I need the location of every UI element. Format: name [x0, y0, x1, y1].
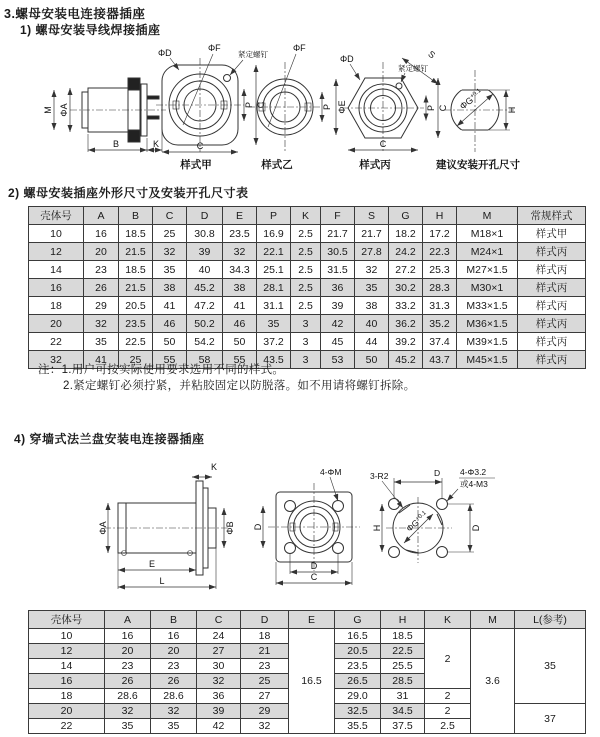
- table-cell: 46: [223, 315, 257, 333]
- table-cell: 39: [321, 297, 355, 315]
- table-cell: 2.5: [291, 297, 321, 315]
- table-cell: 样式丙: [518, 279, 586, 297]
- table-cell: 42: [321, 315, 355, 333]
- table-cell: 46: [153, 315, 187, 333]
- dim-label-D-right: D: [471, 524, 481, 532]
- table-cell: 25.5: [381, 659, 425, 674]
- table-cell: 3.6: [471, 629, 515, 734]
- set-screw: [224, 75, 231, 82]
- table-cell: 23: [241, 659, 289, 674]
- table-cell: 10: [29, 225, 84, 243]
- column-header: H: [423, 207, 457, 225]
- table-cell: 26: [151, 674, 197, 689]
- table-cell: 32: [151, 704, 197, 719]
- caption-style-c: 样式丙: [359, 159, 391, 171]
- screw-hole: [437, 499, 448, 510]
- column-header: L(参考): [515, 611, 586, 629]
- label-or-4-M3: 或4-M3: [460, 479, 488, 489]
- table-cell: 39.2: [389, 333, 423, 351]
- note-line-1: 1.用户可按实际使用要求选用不同的样式。: [61, 364, 285, 376]
- table-cell: 23.5: [223, 225, 257, 243]
- set-screw: [396, 83, 402, 89]
- table-cell: 41: [153, 297, 187, 315]
- dim-label-D: D: [253, 523, 263, 531]
- flange-front-view: [253, 467, 360, 585]
- dim-label-K: K: [152, 139, 160, 149]
- table-cell: 53: [321, 351, 355, 369]
- dim-label-phiF: ΦF: [208, 43, 221, 53]
- dim-label-C-bottom: C: [196, 141, 204, 151]
- table-cell: 32: [105, 704, 151, 719]
- table-cell: 27: [241, 689, 289, 704]
- table-row: [29, 629, 586, 644]
- dim-label-K: K: [211, 462, 218, 472]
- table-cell: 50.2: [187, 315, 223, 333]
- table-cell: 47.2: [187, 297, 223, 315]
- table-cell: 20: [29, 315, 84, 333]
- table-cell: 31.5: [321, 261, 355, 279]
- table-cell: 38: [223, 279, 257, 297]
- table-row: [29, 225, 586, 243]
- table-cell: 20: [84, 243, 119, 261]
- table-cell: 23: [151, 659, 197, 674]
- table-row: [29, 261, 586, 279]
- table-cell: 41: [223, 297, 257, 315]
- table-cell: 20: [105, 644, 151, 659]
- dim-label-P: P: [244, 101, 254, 109]
- column-header: C: [197, 611, 241, 629]
- table-cell: 31.1: [257, 297, 291, 315]
- table-cell: 21: [241, 644, 289, 659]
- table-cell: 38: [153, 279, 187, 297]
- table-cell: 16.5: [335, 629, 381, 644]
- table-cell: 12: [29, 243, 84, 261]
- table-cell: 23.5: [335, 659, 381, 674]
- table-cell: 16: [84, 225, 119, 243]
- label-3-R2: 3-R2: [370, 471, 389, 481]
- flange-dimension-table: [28, 610, 586, 734]
- table-cell: 55: [223, 351, 257, 369]
- table-cell: 32: [241, 719, 289, 734]
- table-cell: 18.2: [389, 225, 423, 243]
- table-cell: 22.5: [381, 644, 425, 659]
- table-cell: 32: [355, 261, 389, 279]
- table-cell: 23.5: [119, 315, 153, 333]
- table-cell: 16: [151, 629, 197, 644]
- dim-label-H: H: [372, 524, 382, 532]
- set-screw-label: 紧定螺钉: [238, 50, 268, 59]
- header-row: [29, 207, 586, 225]
- dim-label-L: L: [159, 576, 165, 586]
- label-4-phiM: 4-ΦM: [320, 467, 342, 477]
- dim-label-phiF: ΦF: [293, 43, 306, 53]
- table-cell: 31: [381, 689, 425, 704]
- table-cell: 45: [321, 333, 355, 351]
- table-cell: 41: [84, 351, 119, 369]
- table-cell: 38: [355, 297, 389, 315]
- table-cell: 16: [105, 629, 151, 644]
- table-cell: 32: [223, 243, 257, 261]
- table-cell: 3: [291, 315, 321, 333]
- table-cell: 32: [84, 315, 119, 333]
- table-cell: 22: [29, 719, 105, 734]
- table-cell: 22: [29, 333, 84, 351]
- table-cell: 30.5: [321, 243, 355, 261]
- table-cell: 35: [153, 261, 187, 279]
- table-cell: 30: [197, 659, 241, 674]
- table-cell: 28.1: [257, 279, 291, 297]
- notes-block: [38, 362, 415, 394]
- dim-label-phiG: $\Phi G^{+0.1}$: [404, 510, 428, 534]
- table-cell: 26.5: [335, 674, 381, 689]
- table-cell: M18×1: [457, 225, 518, 243]
- table-cell: 27: [197, 644, 241, 659]
- caption-mounting-hole: 建议安装开孔尺寸: [436, 159, 520, 171]
- table-cell: 样式丙: [518, 243, 586, 261]
- table-cell: 2.5: [291, 243, 321, 261]
- table-cell: 22.3: [423, 243, 457, 261]
- column-header: K: [425, 611, 471, 629]
- section-3-subtitle-1: 1) 螺母安装导线焊接插座: [20, 23, 161, 37]
- table-cell: 18.5: [381, 629, 425, 644]
- table-cell: 样式甲: [518, 225, 586, 243]
- flange-side-view: [98, 462, 235, 589]
- table-cell: 32: [153, 243, 187, 261]
- table-cell: 样式丙: [518, 333, 586, 351]
- dim-label-M: M: [43, 106, 53, 114]
- table-cell: 3: [291, 333, 321, 351]
- table-cell: 18: [29, 297, 84, 315]
- table-cell: 2: [425, 629, 471, 689]
- table-cell: 23: [105, 659, 151, 674]
- label-4-phi3-2: 4-Φ3.2: [460, 467, 487, 477]
- table-cell: 21.5: [119, 243, 153, 261]
- column-header: B: [151, 611, 197, 629]
- table-cell: 32: [197, 674, 241, 689]
- table-cell: 28.6: [105, 689, 151, 704]
- style-c-front-view: [340, 49, 448, 171]
- mounting-hole-pattern: [370, 467, 495, 563]
- table-cell: 50: [355, 351, 389, 369]
- table-cell: 50: [223, 333, 257, 351]
- column-header: S: [355, 207, 389, 225]
- column-header: G: [335, 611, 381, 629]
- column-header: C: [153, 207, 187, 225]
- section-4-title: 4) 穿墙式法兰盘安装电连接器插座: [14, 432, 205, 446]
- dim-label-D-bottom: D: [310, 561, 318, 571]
- table-cell: 14: [29, 261, 84, 279]
- dim-label-B: B: [112, 139, 120, 149]
- table-cell: 25: [119, 351, 153, 369]
- table-cell: 43.7: [423, 351, 457, 369]
- table-cell: 45.2: [187, 279, 223, 297]
- table-cell: 40: [355, 315, 389, 333]
- table-cell: 32.5: [335, 704, 381, 719]
- table-cell: 43.5: [257, 351, 291, 369]
- dim-label-E: E: [148, 559, 156, 569]
- caption-style-a: 样式甲: [180, 159, 212, 171]
- table-cell: 22.1: [257, 243, 291, 261]
- table-cell: M27×1.5: [457, 261, 518, 279]
- table-cell: 35.5: [335, 719, 381, 734]
- dim-label-C: C: [310, 572, 318, 582]
- set-screw-label: 紧定螺钉: [398, 64, 428, 73]
- table-cell: 35: [151, 719, 197, 734]
- table-cell: 54.2: [187, 333, 223, 351]
- style-b-front-view: [248, 43, 347, 171]
- table-cell: M36×1.5: [457, 315, 518, 333]
- note-line-2: 2.紧定螺钉必须拧紧，并粘胶固定以防脱落。如不用请将螺钉拆除。: [63, 380, 416, 392]
- dim-label-phiD: ΦD: [158, 48, 172, 58]
- table-cell: 36: [197, 689, 241, 704]
- column-header: E: [289, 611, 335, 629]
- table-cell: 16.9: [257, 225, 291, 243]
- dim-label-C-bottom: C: [379, 139, 387, 149]
- table-cell: M30×1: [457, 279, 518, 297]
- table-cell: 21.5: [119, 279, 153, 297]
- table-cell: M39×1.5: [457, 333, 518, 351]
- table-cell: 2.5: [291, 279, 321, 297]
- table-cell: 37.5: [381, 719, 425, 734]
- table-cell: 20.5: [335, 644, 381, 659]
- column-header: K: [291, 207, 321, 225]
- table-cell: 24: [197, 629, 241, 644]
- table-cell: 样式丙: [518, 315, 586, 333]
- column-header: D: [241, 611, 289, 629]
- table-cell: 23: [84, 261, 119, 279]
- table-cell: 3: [291, 351, 321, 369]
- table-cell: 18.5: [119, 225, 153, 243]
- column-header: P: [257, 207, 291, 225]
- table-cell: 55: [153, 351, 187, 369]
- dim-label-C: C: [256, 101, 266, 109]
- dim-label-P: P: [322, 103, 332, 111]
- outline-dimension-table: [28, 206, 586, 369]
- table-cell: 29.0: [335, 689, 381, 704]
- table-cell: 40: [187, 261, 223, 279]
- table-cell: 25: [241, 674, 289, 689]
- table-cell: 35: [84, 333, 119, 351]
- table-cell: 35: [355, 279, 389, 297]
- dim-label-S: S: [426, 48, 438, 61]
- table-cell: 37: [515, 704, 586, 734]
- table-cell: 29: [241, 704, 289, 719]
- screw-hole: [389, 547, 400, 558]
- dim-label-phiE: ΦE: [337, 100, 347, 114]
- table-cell: 25.1: [257, 261, 291, 279]
- table-cell: 26: [105, 674, 151, 689]
- table-row: [29, 333, 586, 351]
- mounting-hole-drawing: [436, 70, 520, 171]
- table-cell: 44: [355, 333, 389, 351]
- column-header: M: [457, 207, 518, 225]
- note-prefix: 注：: [38, 364, 62, 376]
- table-cell: 10: [29, 629, 105, 644]
- dim-label-phiD: ΦD: [340, 54, 354, 64]
- table-cell: 26: [84, 279, 119, 297]
- column-header: 壳体号: [29, 611, 105, 629]
- dim-label-H: H: [507, 106, 517, 114]
- column-header: A: [105, 611, 151, 629]
- header-row: [29, 611, 586, 629]
- table-cell: 2: [425, 704, 471, 719]
- table-cell: 21.7: [321, 225, 355, 243]
- table-cell: 28.3: [423, 279, 457, 297]
- table-cell: 29: [84, 297, 119, 315]
- table-cell: 36.2: [389, 315, 423, 333]
- table-cell: 36: [321, 279, 355, 297]
- column-header: A: [84, 207, 119, 225]
- column-header: B: [119, 207, 153, 225]
- table-cell: 27.8: [355, 243, 389, 261]
- column-header: 常规样式: [518, 207, 586, 225]
- table-cell: M33×1.5: [457, 297, 518, 315]
- table-cell: 58: [187, 351, 223, 369]
- side-view-drawing: [43, 78, 166, 152]
- table-cell: 样式丙: [518, 351, 586, 369]
- column-header: H: [381, 611, 425, 629]
- table-cell: 2.5: [291, 225, 321, 243]
- dim-label-D-top: D: [434, 468, 441, 478]
- table-cell: 16.5: [289, 629, 335, 734]
- table-row: [29, 315, 586, 333]
- table-cell: 14: [29, 659, 105, 674]
- screw-hole: [389, 499, 400, 510]
- dim-label-C: C: [438, 104, 448, 112]
- table-cell: 24.2: [389, 243, 423, 261]
- table-cell: 37.2: [257, 333, 291, 351]
- table-cell: 样式丙: [518, 261, 586, 279]
- table-cell: 28.5: [381, 674, 425, 689]
- dim-label-phiA: ΦA: [98, 521, 108, 535]
- table-cell: 2: [425, 689, 471, 704]
- table-cell: 35: [515, 629, 586, 704]
- table-cell: 27.2: [389, 261, 423, 279]
- table-cell: 18: [29, 689, 105, 704]
- table-cell: 20: [151, 644, 197, 659]
- column-header: D: [187, 207, 223, 225]
- dim-label-phiB: ΦB: [225, 521, 235, 535]
- table-cell: 20: [29, 704, 105, 719]
- screw-hole: [437, 547, 448, 558]
- table-row: [29, 297, 586, 315]
- table-cell: 35: [105, 719, 151, 734]
- column-header: F: [321, 207, 355, 225]
- table-cell: 17.2: [423, 225, 457, 243]
- table-cell: 28.6: [151, 689, 197, 704]
- section-2-title: 2) 螺母安装插座外形尺寸及安装开孔尺寸表: [8, 186, 249, 200]
- table-cell: 30.8: [187, 225, 223, 243]
- table-cell: 2.5: [425, 719, 471, 734]
- table-cell: 样式丙: [518, 297, 586, 315]
- table-cell: 20.5: [119, 297, 153, 315]
- table-cell: 33.2: [389, 297, 423, 315]
- flange-mount-connector-drawings: [0, 455, 600, 605]
- table-cell: 21.7: [355, 225, 389, 243]
- table-cell: 45.2: [389, 351, 423, 369]
- table-cell: 16: [29, 674, 105, 689]
- section-3-title: 3.螺母安装电连接器插座: [4, 7, 146, 21]
- table-cell: 35: [257, 315, 291, 333]
- table-cell: M24×1: [457, 243, 518, 261]
- table-cell: 42: [197, 719, 241, 734]
- nut-mount-connector-drawings: [0, 40, 600, 175]
- table-cell: 32: [29, 351, 84, 369]
- table-cell: 18: [241, 629, 289, 644]
- table-cell: 2.5: [291, 261, 321, 279]
- column-header: G: [389, 207, 423, 225]
- table-cell: 39: [187, 243, 223, 261]
- column-header: E: [223, 207, 257, 225]
- table-cell: 37.4: [423, 333, 457, 351]
- table-cell: 25: [153, 225, 187, 243]
- table-cell: 39: [197, 704, 241, 719]
- dim-label-phiA: ΦA: [59, 103, 69, 117]
- table-row: [29, 279, 586, 297]
- dim-label-phiG: $\Phi G^{+0.1}$: [457, 87, 483, 112]
- dim-label-P: P: [426, 104, 436, 112]
- caption-style-b: 样式乙: [261, 159, 293, 171]
- table-cell: 30.2: [389, 279, 423, 297]
- table-cell: 31.3: [423, 297, 457, 315]
- table-cell: 34.5: [381, 704, 425, 719]
- table-cell: 18.5: [119, 261, 153, 279]
- table-cell: 22.5: [119, 333, 153, 351]
- table-cell: 16: [29, 279, 84, 297]
- column-header: 壳体号: [29, 207, 84, 225]
- table-cell: 34.3: [223, 261, 257, 279]
- table-cell: M45×1.5: [457, 351, 518, 369]
- table-cell: 25.3: [423, 261, 457, 279]
- table-cell: 12: [29, 644, 105, 659]
- table-cell: 50: [153, 333, 187, 351]
- table-cell: 35.2: [423, 315, 457, 333]
- column-header: M: [471, 611, 515, 629]
- table-row: [29, 243, 586, 261]
